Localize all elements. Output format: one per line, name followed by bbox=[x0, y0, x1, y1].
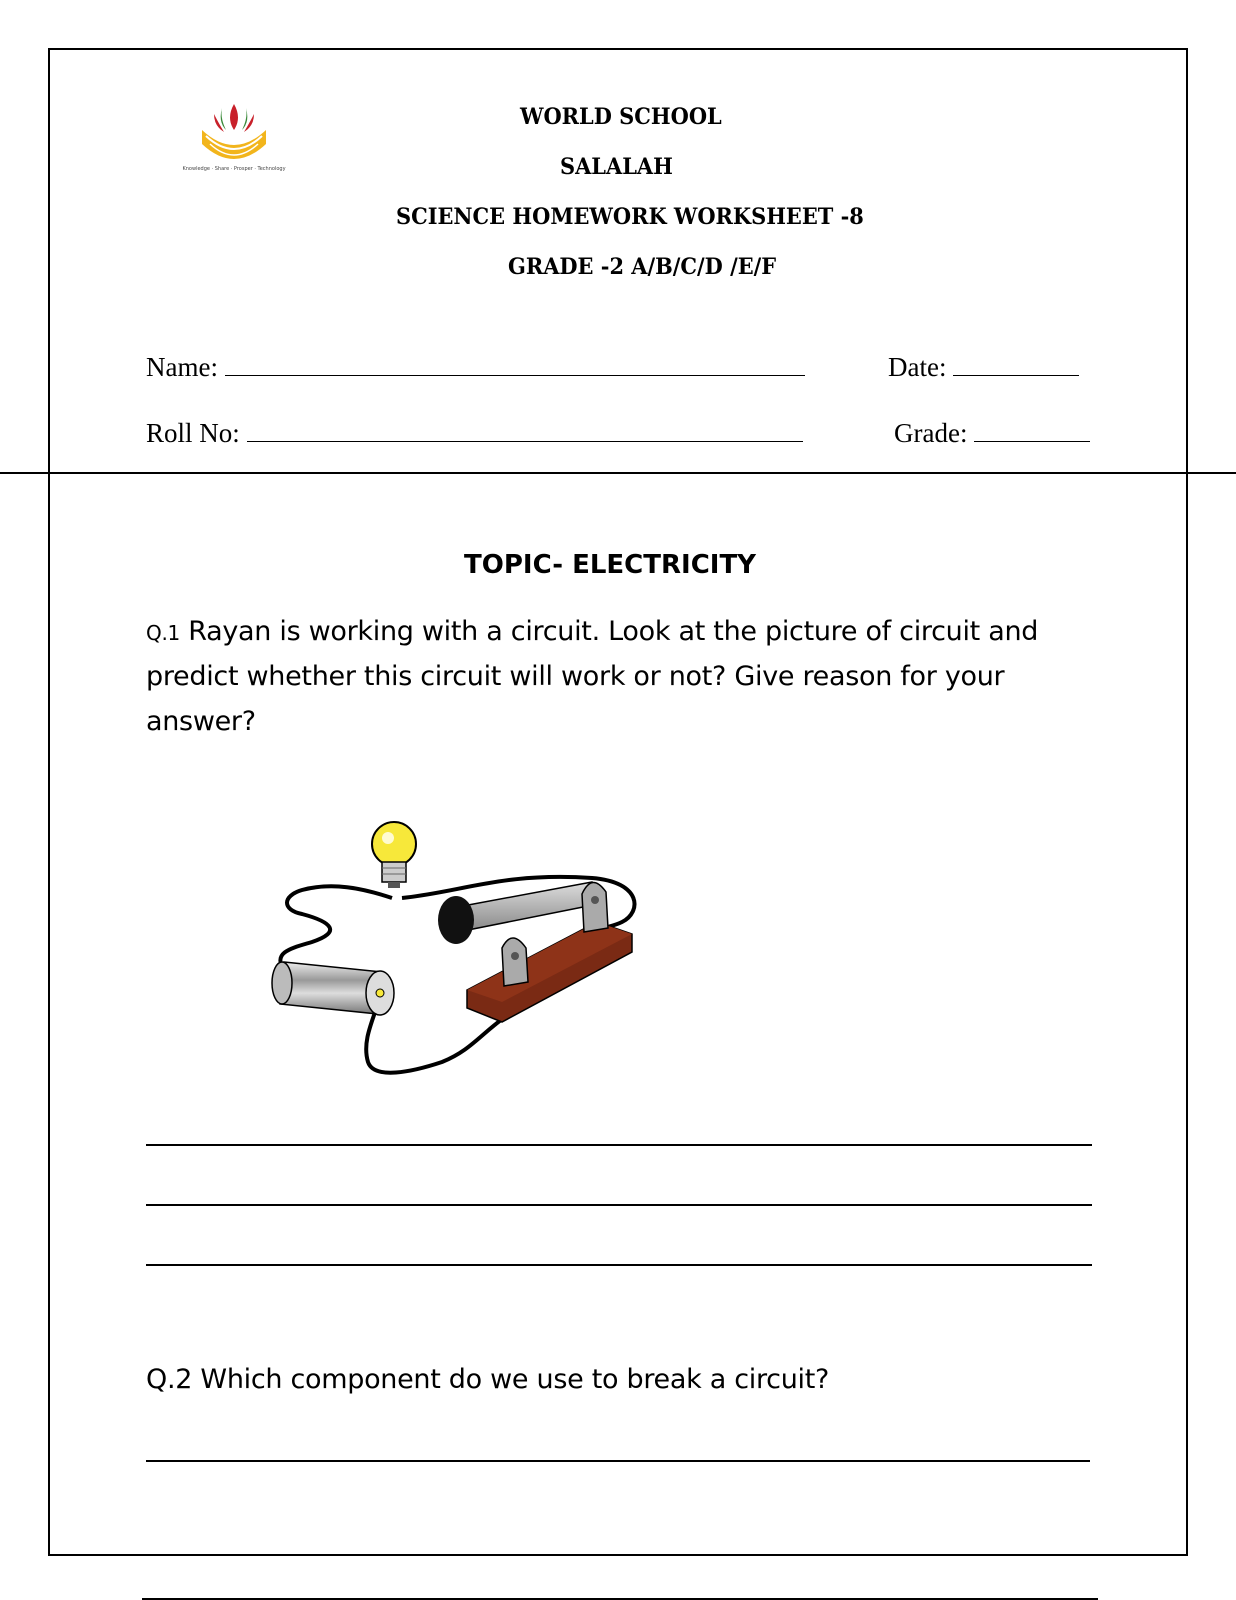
grade-label: Grade: bbox=[894, 418, 968, 448]
answer-line-q2-1[interactable] bbox=[146, 1460, 1090, 1462]
answer-line-q1-3[interactable] bbox=[146, 1264, 1092, 1266]
date-field bbox=[888, 352, 1079, 383]
name-label: Name: bbox=[146, 352, 218, 382]
answer-line-q1-1[interactable] bbox=[146, 1144, 1092, 1146]
question-1-number: Q.1 bbox=[146, 621, 180, 645]
answer-line-q1-2[interactable] bbox=[146, 1204, 1092, 1206]
question-2: Q.2 Which component do we use to break a circuit? bbox=[146, 1364, 830, 1395]
grade-input-line[interactable] bbox=[974, 441, 1090, 442]
grade-field bbox=[894, 418, 1090, 449]
roll-label: Roll No: bbox=[146, 418, 240, 448]
battery-icon bbox=[272, 962, 394, 1015]
svg-text:Knowledge · Share · Prosper ·: Knowledge · Share · Prosper · Technology bbox=[182, 166, 286, 172]
name-field bbox=[146, 352, 805, 383]
roll-field bbox=[146, 418, 803, 449]
header-divider bbox=[0, 472, 1236, 474]
name-input-line[interactable] bbox=[225, 375, 805, 376]
topic-heading: TOPIC- ELECTRICITY bbox=[464, 550, 757, 580]
school-logo bbox=[182, 100, 286, 174]
worksheet-title: SCIENCE HOMEWORK WORKSHEET -8 bbox=[396, 204, 864, 230]
question-1-line-3: answer? bbox=[146, 706, 256, 737]
bulb-icon bbox=[372, 822, 416, 888]
circuit-illustration bbox=[262, 822, 662, 1092]
switch-icon bbox=[438, 882, 632, 1022]
date-label: Date: bbox=[888, 352, 947, 382]
roll-input-line[interactable] bbox=[247, 441, 803, 442]
date-input-line[interactable] bbox=[953, 375, 1079, 376]
question-1-line-2: predict whether this circuit will work or not? Give reason for your bbox=[146, 661, 1005, 692]
question-1-line-1: Q.1 Rayan is working with a circuit. Look at the picture of circuit and bbox=[146, 616, 1039, 647]
school-city: SALALAH bbox=[560, 154, 673, 180]
school-name: WORLD SCHOOL bbox=[520, 104, 722, 130]
question-2-number: Q.2 bbox=[146, 1364, 193, 1395]
grade-line: GRADE -2 A/B/C/D /E/F bbox=[508, 254, 777, 280]
